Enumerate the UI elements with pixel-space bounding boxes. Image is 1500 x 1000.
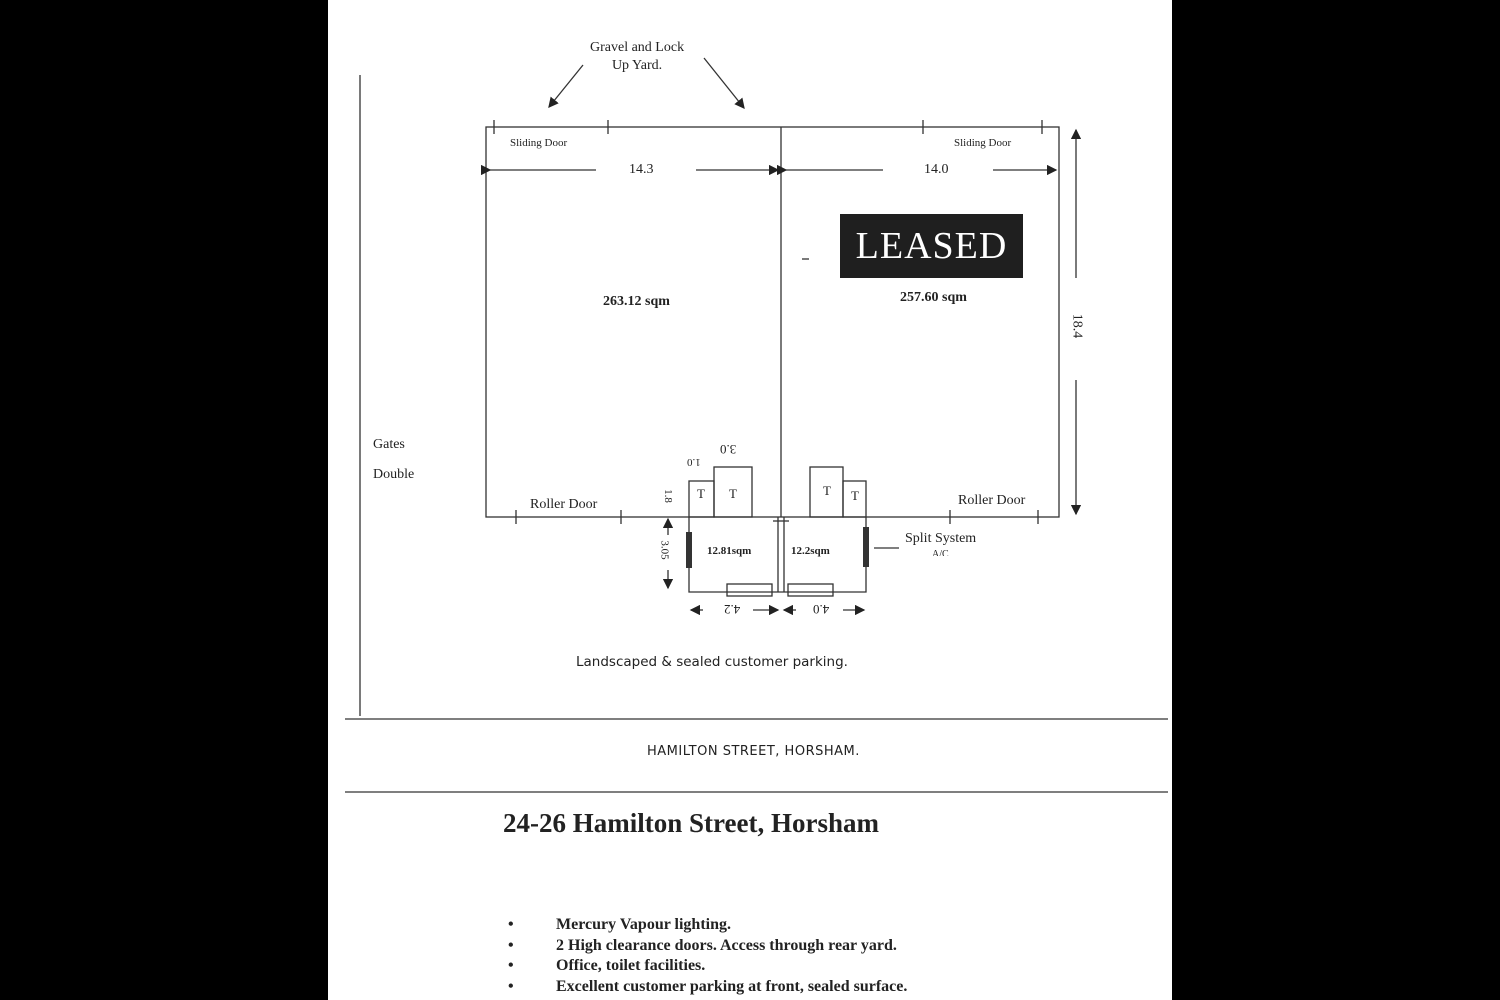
list-item: • 2 High clearance doors. Access through rear yard. (508, 936, 907, 957)
feature-list (508, 915, 907, 998)
left-office-width: 4.2 (724, 602, 741, 617)
right-unit-area: 257.60 sqm (900, 290, 967, 305)
split-system-label: Split System (905, 531, 977, 546)
toilet-symbol: T (729, 486, 737, 501)
ac-label: A/C (932, 549, 949, 556)
street-label: HAMILTON STREET, HORSHAM. (647, 744, 860, 759)
leased-stamp: LEASED (840, 214, 1023, 278)
yard-label: Gravel and Lock Up Yard. (590, 40, 685, 73)
toilet-symbol: T (697, 486, 705, 501)
right-roller-door-label: Roller Door (958, 493, 1026, 508)
toilet-dimension-b: 1.0 (687, 456, 701, 468)
left-width-dimension: 14.3 (629, 162, 654, 177)
left-unit-area: 263.12 sqm (603, 294, 670, 309)
ac-unit-right (863, 527, 869, 567)
gates-label: Gates (373, 437, 405, 452)
left-sliding-door-label: Sliding Door (510, 137, 568, 149)
left-office-area: 12.81sqm (707, 545, 752, 557)
office-depth-dimension: 3.05 (658, 540, 671, 560)
office-window-right (788, 584, 833, 596)
floor-plan-drawing (328, 0, 1172, 1000)
toilet-symbol: T (823, 483, 831, 498)
building-outline (486, 127, 1059, 517)
toilet-dimension-a: 3.0 (720, 442, 737, 457)
list-item: • Excellent customer parking at front, sealed surface. (508, 977, 907, 998)
floor-plan-page (328, 0, 1172, 1000)
property-title: 24-26 Hamilton Street, Horsham (503, 808, 879, 838)
toilet-symbol: T (851, 488, 859, 503)
right-sliding-door-label: Sliding Door (954, 137, 1012, 149)
list-item: • Office, toilet facilities. (508, 956, 907, 977)
parking-note: Landscaped & sealed customer parking. (576, 654, 848, 670)
ac-unit-left (686, 532, 692, 568)
double-label: Double (373, 467, 415, 482)
office-window-left (727, 584, 772, 596)
right-width-dimension: 14.0 (924, 162, 949, 177)
toilet-dimension-c: 1.8 (661, 489, 674, 503)
right-office-width: 4.0 (813, 602, 830, 617)
left-roller-door-label: Roller Door (530, 497, 598, 512)
depth-dimension: 18.4 (1069, 313, 1085, 339)
right-office-area: 12.2sqm (791, 545, 830, 557)
list-item: • Mercury Vapour lighting. (508, 915, 907, 936)
